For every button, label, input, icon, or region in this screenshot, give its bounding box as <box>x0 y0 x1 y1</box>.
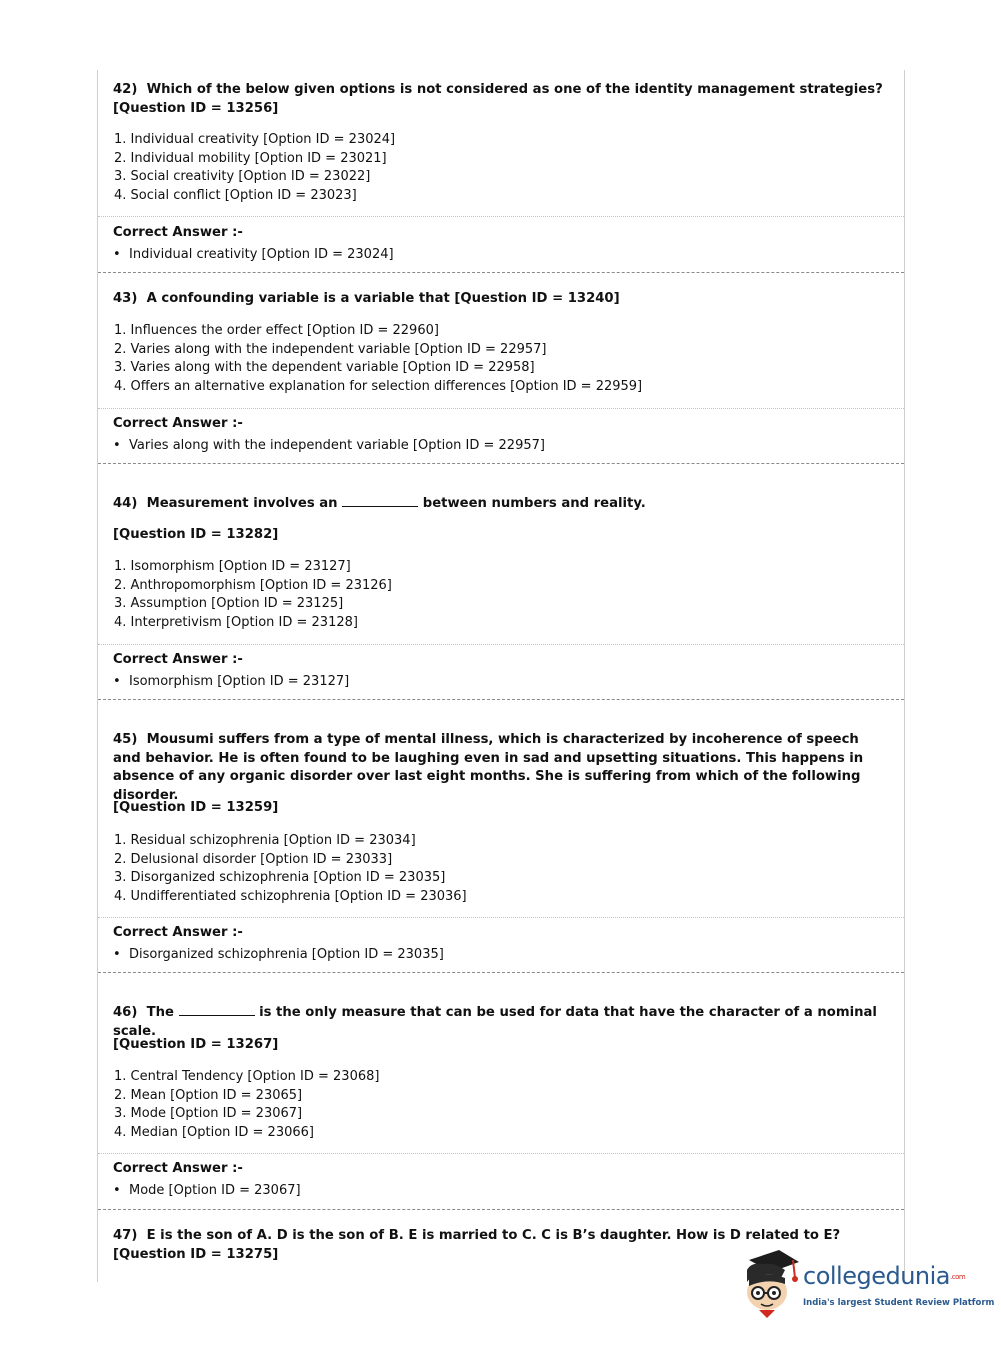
fill-in-blank <box>342 494 418 507</box>
document-page <box>97 70 905 1282</box>
option: 1. Influences the order effect [Option ID = 22960] <box>114 323 439 338</box>
option: 1. Individual creativity [Option ID = 23024] <box>114 132 396 147</box>
question-43-text: 43) A confounding variable is a variable that [Question ID = 13240] <box>113 291 620 306</box>
correct-answer-label: Correct Answer :- <box>113 416 243 431</box>
correct-answer-label: Correct Answer :- <box>113 925 243 940</box>
question-separator <box>98 699 904 700</box>
option: 2. Delusional disorder [Option ID = 23033] <box>114 851 393 867</box>
question-45-options <box>114 832 467 906</box>
question-id: [Question ID = 13259] <box>113 800 279 815</box>
question-42-text: 42) Which of the below given options is not considered as one of the identity management strategies? [Question ID = 13256] <box>113 82 883 116</box>
option: 2. Mean [Option ID = 23065] <box>114 1087 303 1103</box>
question-45-text: 45) Mousumi suffers from a type of mental illness, which is characterized by incoherence of speech and behavior. He is often found to be laughing even in sad and upsetting situations. This happens in absence of any organic disorder over last eight months. She is suffering from which of the following disorder. <box>113 732 864 803</box>
option: 4. Median [Option ID = 23066] <box>114 1124 314 1140</box>
logo-tagline: India's largest Student Review Platform <box>803 1298 995 1308</box>
question-42-options <box>114 131 395 205</box>
correct-answer: • Individual creativity [Option ID = 23024] <box>113 247 394 262</box>
option: 3. Social creativity [Option ID = 23022] <box>114 169 371 185</box>
question-separator <box>98 272 904 273</box>
correct-answer-label: Correct Answer :- <box>113 652 243 667</box>
divider <box>98 644 904 645</box>
divider <box>98 917 904 918</box>
option: 2. Varies along with the independent variable [Option ID = 22957] <box>114 341 547 357</box>
divider <box>98 1153 904 1154</box>
question-separator <box>98 463 904 464</box>
divider <box>98 216 904 217</box>
question-separator <box>98 972 904 973</box>
question-id: [Question ID = 13267] <box>113 1037 279 1052</box>
logo-wordmark: collegedunia.com <box>803 1262 966 1290</box>
question-44-options <box>114 558 392 632</box>
question-44-text: 44) Measurement involves an between numbers and reality. <box>113 496 646 511</box>
correct-answer: • Isomorphism [Option ID = 23127] <box>113 674 350 689</box>
question-46-text: 46) The is the only measure that can be used for data that have the character of a nominal scale. <box>113 1005 877 1039</box>
question-43-options <box>114 322 642 396</box>
collegedunia-logo <box>741 1248 995 1320</box>
question-id: [Question ID = 13282] <box>113 527 279 542</box>
divider <box>98 408 904 409</box>
fill-in-blank <box>179 1003 255 1016</box>
option: 4. Social conflict [Option ID = 23023] <box>114 187 357 203</box>
correct-answer: • Mode [Option ID = 23067] <box>113 1183 301 1198</box>
option: 3. Disorganized schizophrenia [Option ID = 23035] <box>114 870 446 886</box>
option: 1. Residual schizophrenia [Option ID = 23034] <box>114 833 416 848</box>
option: 3. Assumption [Option ID = 23125] <box>114 596 344 612</box>
option: 2. Individual mobility [Option ID = 23021] <box>114 150 387 166</box>
student-mascot-icon <box>741 1248 803 1320</box>
option: 4. Offers an alternative explanation for selection differences [Option ID = 22959] <box>114 378 643 394</box>
correct-answer: • Disorganized schizophrenia [Option ID = 23035] <box>113 947 444 962</box>
option: 4. Undifferentiated schizophrenia [Option ID = 23036] <box>114 888 467 904</box>
question-separator <box>98 1209 904 1210</box>
option: 3. Mode [Option ID = 23067] <box>114 1106 303 1122</box>
correct-answer: • Varies along with the independent variable [Option ID = 22957] <box>113 438 545 453</box>
option: 2. Anthropomorphism [Option ID = 23126] <box>114 577 392 593</box>
correct-answer-label: Correct Answer :- <box>113 225 243 240</box>
correct-answer-label: Correct Answer :- <box>113 1161 243 1176</box>
question-46-options <box>114 1068 379 1142</box>
question-47-text: 47) E is the son of A. D is the son of B. E is married to C. C is B’s daughter. How is D related to E? [Question ID = 13275] <box>113 1228 841 1262</box>
option: 3. Varies along with the dependent variable [Option ID = 22958] <box>114 360 535 376</box>
option: 1. Isomorphism [Option ID = 23127] <box>114 559 351 574</box>
option: 1. Central Tendency [Option ID = 23068] <box>114 1069 380 1084</box>
option: 4. Interpretivism [Option ID = 23128] <box>114 614 358 630</box>
